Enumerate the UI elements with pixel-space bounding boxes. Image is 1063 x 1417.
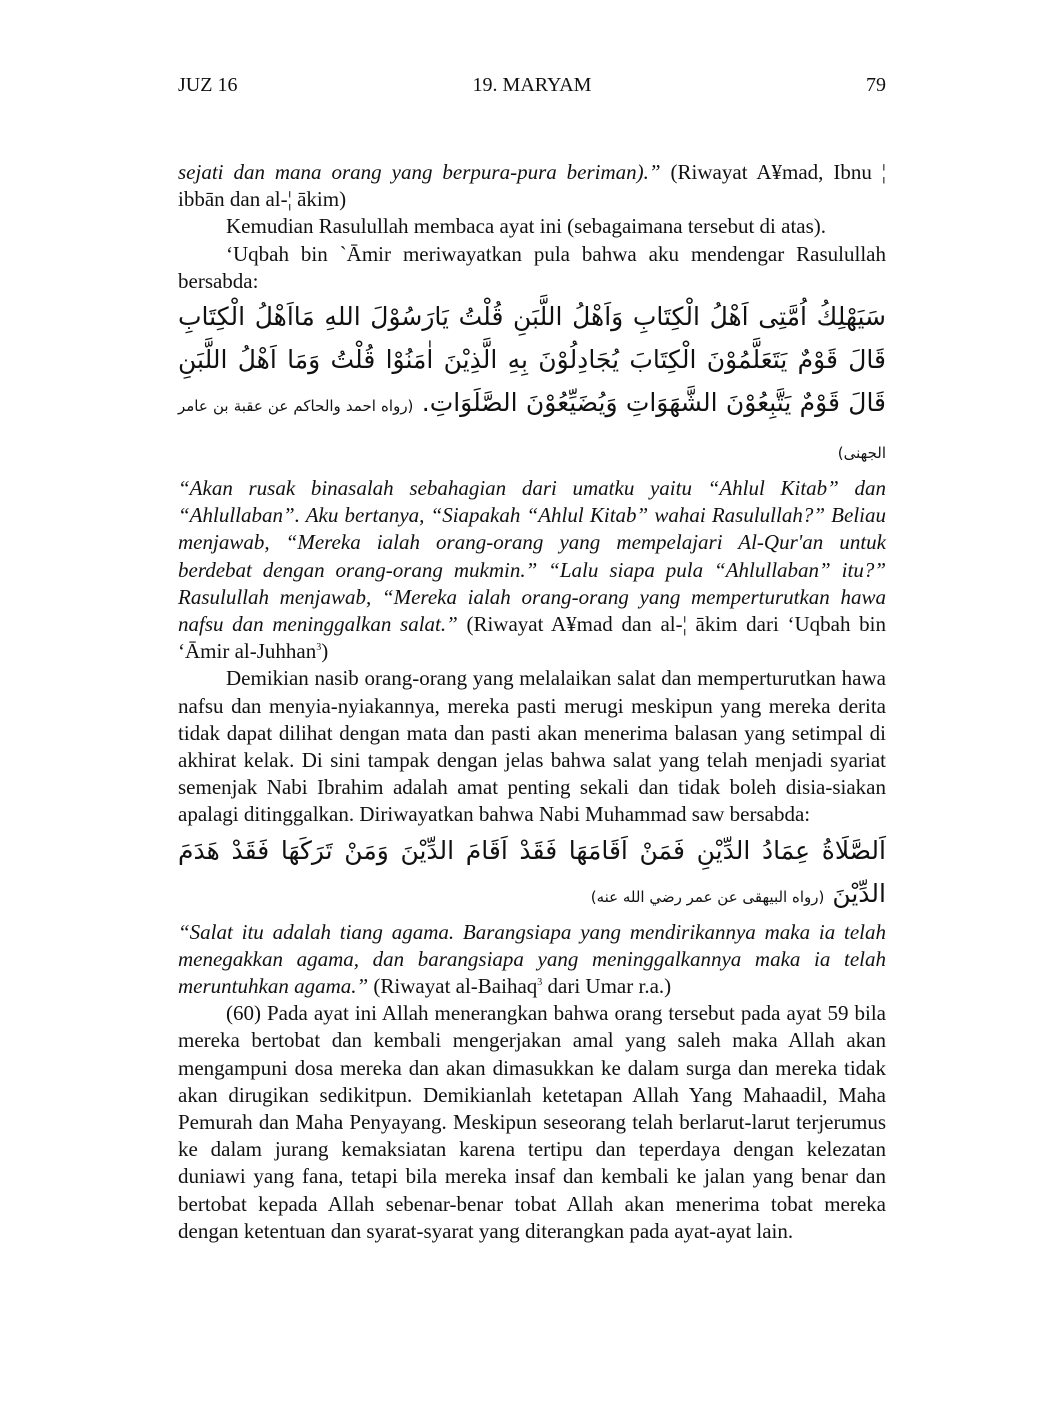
citation-close: dari Umar r.a.) xyxy=(542,974,672,999)
citation: (Riwayat A¥mad dan al-¦ ākim dari ‘Uqbah bin ‘Āmir al-Juhhan xyxy=(178,612,886,664)
translation-2 xyxy=(178,919,886,1001)
quote-italic: sejati dan mana orang yang berpura-pura beriman).” xyxy=(178,160,661,184)
paragraph: Kemudian Rasulullah membaca ayat ini (sebagaimana tersebut di atas). xyxy=(226,214,827,239)
page-body xyxy=(178,159,886,1245)
footnote-ref: 3 xyxy=(316,642,322,654)
running-header xyxy=(178,74,886,102)
surah-title: 19. MARYAM xyxy=(472,74,592,96)
arabic-hadith-2 xyxy=(178,829,886,919)
paragraph-verse-60: (60) Pada ayat ini Allah menerangkan bahwa orang tersebut pada ayat 59 bila mereka bertobat dan kembali mengerjakan amal yang saleh maka Allah akan mengampuni dosa mereka dan akan dimasukkan ke dalam surga dan mereka tidak akan dirugikan sedikitpun. Demikianlah ketetapan Allah Yang Mahaadil, Maha Pemurah dan Maha Penyayang. Meskipun seseorang telah berlarut-larut terjerumus ke dalam jurang kemaksiatan karena tertipu dan teperdaya dengan kelezatan duniawi yang fana, tetapi bila mereka insaf dan kembali ke jalan yang benar dan bertobat kepada Allah sebenar-benar tobat Allah akan menerima tobat mereka dengan ketentuan dan syarat-syarat yang diterangkan pada ayat-ayat lain. xyxy=(178,1001,886,1243)
paragraph-continuation xyxy=(178,159,886,213)
arabic-hadith-1 xyxy=(178,295,886,475)
arabic-source: (رواه احمد والحاكم عن عقبة بن عامر الجهنى) xyxy=(178,397,886,463)
paragraph: Demikian nasib orang-orang yang melalaikan salat dan memperturutkan hawa nafsu dan menyia-nyiakannya, mereka pasti merugi meskipun yang mereka derita tidak dapat dilihat dengan mata dan pasti akan menerima balasan yang setimpal di akhirat kelak. Di sini tampak dengan jelas bahwa salat yang telah menjadi syariat semenjak Nabi Ibrahim adalah amat penting sekali dan tidak boleh disia-siakan apalagi ditinggalkan. Diriwayatkan bahwa Nabi Muhammad saw bersabda: xyxy=(178,666,886,827)
arabic-text: اَلصَّلَاةُ عِمَادُ الدِّيْنِ فَمَنْ اَقَامَهَا فَقَدْ اَقَامَ الدِّيْنَ وَمَنْ تَرَكَهَا فَقَدْ هَدَمَ الدِّيْنَ xyxy=(178,835,886,908)
paragraph: ‘Uqbah bin `Āmir meriwayatkan pula bahwa aku mendengar Rasulullah bersabda: xyxy=(178,241,886,293)
translation-italic: “Salat itu adalah tiang agama. Barangsiapa yang mendirikannya maka ia telah menegakkan agama, dan barangsiapa yang meninggalkannya maka ia telah meruntuhkan agama.” xyxy=(178,919,886,999)
juz-label: JUZ 16 xyxy=(178,74,238,96)
arabic-text: سَيَهْلِكُ اُمَّتِى اَهْلُ الْكِتَابِ وَاَهْلُ اللَّبَنِ قُلْتُ يَارَسُوْلَ اللهِ مَااَهْلُ الْكِتَابِ قَالَ قَوْمٌ يَتَعَلَّمُوْنَ الْكِتَابَ يُجَادِلُوْنَ بِهِ الَّذِيْنَ اٰمَنُوْا قُلْتُ وَمَا اَهْلُ اللَّبَنِ قَالَ قَوْمٌ يَتَّبِعُوْنَ الشَّهَوَاتِ وَيُضَيِّعُوْنَ الصَّلَوَاتِ. xyxy=(178,302,887,418)
citation: (Riwayat al-Baihaq xyxy=(368,974,538,999)
translation-italic: “Akan rusak binasalah sebahagian dari umatku yaitu “Ahlul Kitab” dan “Ahlullaban”. Aku bertanya, “Siapakah “Ahlul Kitab” wahai Rasulullah?” Beliau menjawab, “Mereka ialah orang-orang yang mempelajari Al-Qur'an untuk berdebat dengan orang-orang mukmin.” “Lalu siapa pula “Ahlullaban” itu?” Rasulullah menjawab, “Mereka ialah orang-orang yang memperturutkan hawa nafsu dan meninggalkan salat.” xyxy=(178,476,886,637)
footnote-ref: 3 xyxy=(537,977,543,989)
translation-1 xyxy=(178,475,886,665)
arabic-source: (رواه البيهقى عن عمر رضي الله عنه) xyxy=(590,887,825,906)
citation-close: ) xyxy=(321,639,329,664)
page-number: 79 xyxy=(866,74,886,96)
citation: (Riwayat A¥mad, Ibnu ¦ ibbān dan al-¦ ākim) xyxy=(178,160,886,212)
